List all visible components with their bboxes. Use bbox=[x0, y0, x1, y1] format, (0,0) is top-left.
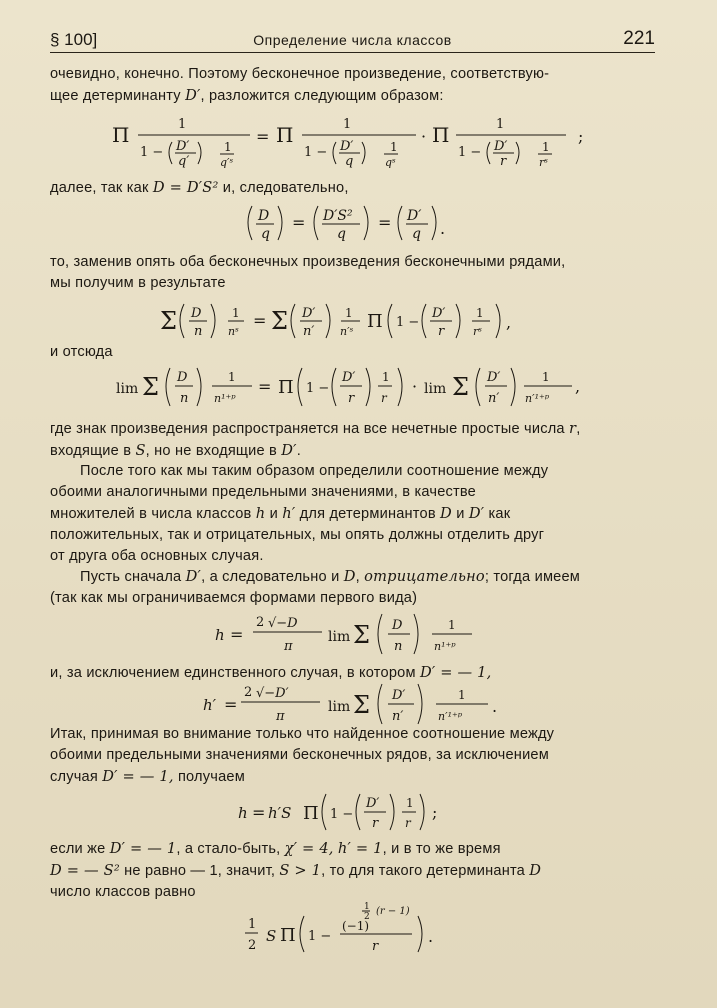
svg-text:D′: D′ bbox=[340, 139, 354, 154]
paragraph-9 bbox=[50, 724, 658, 788]
svg-text:n: n bbox=[394, 639, 403, 654]
svg-text:=: = bbox=[253, 311, 267, 330]
svg-text:1: 1 bbox=[496, 117, 505, 132]
svg-text:2: 2 bbox=[244, 685, 253, 700]
svg-text:D′: D′ bbox=[392, 688, 406, 703]
svg-text:.: . bbox=[440, 219, 446, 238]
equation-product-decomposition bbox=[0, 112, 717, 168]
svg-text:2: 2 bbox=[364, 912, 370, 922]
product-symbol: Π bbox=[280, 925, 296, 946]
text-line: если же D′ = — 1, а стало-быть, χ′ = 4, h′ = 1, и в то же время bbox=[50, 840, 501, 857]
svg-text:√−D′: √−D′ bbox=[256, 686, 289, 701]
text-line: число классов равно bbox=[50, 884, 196, 900]
svg-text:1: 1 bbox=[228, 370, 236, 384]
text-line: и, за исключением единственного случая, в котором D′ = — 1, bbox=[50, 664, 492, 681]
section-number: § 100] bbox=[50, 30, 98, 49]
svg-text:;: ; bbox=[432, 803, 438, 822]
svg-text:n′: n′ bbox=[392, 709, 404, 724]
svg-text:=: = bbox=[252, 803, 266, 822]
svg-text:r: r bbox=[372, 816, 379, 831]
svg-text:·: · bbox=[412, 377, 418, 396]
svg-text:r: r bbox=[381, 391, 387, 405]
paragraph-10 bbox=[50, 838, 658, 903]
svg-text:1: 1 bbox=[343, 117, 352, 132]
svg-text:·: · bbox=[421, 127, 427, 146]
svg-text:1: 1 bbox=[458, 688, 466, 702]
svg-text:√−D: √−D bbox=[268, 616, 298, 631]
equation-symbol-equality bbox=[0, 200, 717, 248]
svg-text:(−1): (−1) bbox=[342, 919, 370, 933]
product-symbol: Π bbox=[432, 123, 450, 147]
text-line: (так как мы ограничиваемся формами первого вида) bbox=[50, 590, 418, 606]
sum-symbol: Σ bbox=[353, 621, 370, 649]
svg-text:1 −: 1 − bbox=[306, 381, 330, 396]
svg-text:1: 1 bbox=[542, 140, 550, 154]
text-line: где знак произведения распространяется на все нечетные простые числа r, bbox=[50, 420, 581, 437]
text-line: очевидно, конечно. Поэтому бесконечное произведение, соответствую- bbox=[50, 66, 550, 82]
svg-text:(r − 1): (r − 1) bbox=[376, 906, 410, 917]
svg-text:rˢ: rˢ bbox=[539, 156, 548, 168]
svg-text:1: 1 bbox=[406, 796, 414, 810]
paragraph-2 bbox=[50, 177, 658, 199]
svg-text:h: h bbox=[215, 626, 225, 644]
svg-text:n′ˢ: n′ˢ bbox=[340, 325, 354, 338]
svg-text:qˢ: qˢ bbox=[385, 156, 396, 168]
svg-text:1: 1 bbox=[390, 140, 398, 154]
text-line: от друга оба основных случая. bbox=[50, 548, 264, 564]
svg-text:D: D bbox=[392, 618, 403, 633]
text-line: далее, так как D = D′S² и, следовательно, bbox=[50, 179, 349, 196]
text-line: мы получим в результате bbox=[50, 275, 226, 291]
text-line: то, заменив опять оба бесконечных произведения бесконечными рядами, bbox=[50, 254, 566, 270]
svg-text:D′: D′ bbox=[366, 796, 380, 811]
svg-text:r: r bbox=[438, 324, 445, 339]
svg-text:r: r bbox=[405, 816, 411, 830]
svg-text:rˢ: rˢ bbox=[473, 325, 482, 338]
svg-text:D: D bbox=[191, 306, 202, 321]
product-symbol: Π bbox=[112, 123, 130, 147]
svg-text:,: , bbox=[506, 313, 512, 332]
svg-text:n′¹⁺ᵖ: n′¹⁺ᵖ bbox=[438, 710, 463, 723]
paragraph-6 bbox=[50, 461, 658, 567]
product-symbol: Π bbox=[303, 803, 319, 824]
svg-text:r: r bbox=[348, 391, 355, 406]
svg-text:1: 1 bbox=[476, 306, 484, 320]
svg-text:1: 1 bbox=[232, 306, 240, 320]
svg-text:1: 1 bbox=[382, 370, 390, 384]
svg-text:=: = bbox=[258, 377, 272, 396]
text-line: и отсюда bbox=[50, 344, 113, 360]
svg-text:1 −: 1 − bbox=[458, 145, 482, 160]
equation-class-number bbox=[0, 902, 717, 958]
svg-text:.: . bbox=[492, 697, 498, 716]
svg-text:h′S: h′S bbox=[268, 804, 292, 822]
svg-text:D′: D′ bbox=[487, 370, 501, 385]
equation-h-product bbox=[0, 788, 717, 834]
text-line: входящие в S, но не входящие в D′. bbox=[50, 442, 301, 459]
text-line: После того как мы таким образом определили соотношение между bbox=[80, 463, 549, 479]
svg-text:π: π bbox=[284, 639, 293, 654]
svg-text:D′: D′ bbox=[407, 208, 422, 224]
svg-text:1: 1 bbox=[364, 902, 370, 912]
text-line: Пусть сначала D′, а следовательно и D, отрицательно; тогда имеем bbox=[80, 568, 581, 585]
svg-text:2: 2 bbox=[248, 938, 257, 953]
text-line: Итак, принимая во внимание только что найденное соотношение между bbox=[50, 726, 555, 742]
svg-text:D′: D′ bbox=[494, 139, 508, 154]
equation-h-prime bbox=[0, 680, 717, 728]
svg-text:1 −: 1 − bbox=[396, 315, 420, 330]
sum-symbol: Σ bbox=[271, 307, 288, 335]
svg-text:D: D bbox=[177, 370, 188, 385]
svg-text:=: = bbox=[230, 625, 244, 644]
svg-text:1 −: 1 − bbox=[140, 145, 164, 160]
svg-text:n′¹⁺ᵖ: n′¹⁺ᵖ bbox=[525, 392, 550, 405]
svg-text:π: π bbox=[276, 709, 285, 724]
svg-text:D′S²: D′S² bbox=[323, 208, 353, 224]
paragraph-1 bbox=[50, 64, 658, 107]
sum-symbol: Σ bbox=[142, 373, 159, 401]
text-line: щее детерминанту D′, разложится следующим образом: bbox=[50, 87, 444, 104]
svg-text:=: = bbox=[256, 127, 270, 146]
paragraph-3 bbox=[50, 252, 658, 294]
text-line: D = — S² не равно — 1, значит, S > 1, то для такого детерминанта D bbox=[50, 862, 542, 879]
svg-text:lim: lim bbox=[424, 381, 447, 397]
svg-text:q: q bbox=[337, 226, 346, 242]
paragraph-5 bbox=[50, 418, 658, 462]
running-title: Определение числа классов bbox=[253, 32, 452, 48]
text-line: случая D′ = — 1, получаем bbox=[50, 768, 245, 785]
svg-text:S: S bbox=[266, 927, 277, 945]
svg-text:1: 1 bbox=[542, 370, 550, 384]
svg-text:.: . bbox=[428, 927, 434, 946]
sum-symbol: Σ bbox=[160, 307, 177, 335]
equation-limit-relation bbox=[0, 360, 717, 410]
svg-text:D: D bbox=[258, 208, 270, 224]
svg-text:D′: D′ bbox=[176, 139, 190, 154]
svg-text:=: = bbox=[378, 213, 392, 232]
svg-text:1: 1 bbox=[248, 917, 257, 932]
running-header bbox=[50, 28, 655, 53]
svg-text:1 −: 1 − bbox=[330, 807, 354, 822]
product-symbol: Π bbox=[367, 311, 383, 332]
text-line: обоими предельными значениями бесконечных рядов, за исключением bbox=[50, 747, 549, 763]
svg-text:n′: n′ bbox=[488, 391, 500, 406]
page-number: 221 bbox=[623, 28, 655, 49]
product-symbol: Π bbox=[276, 123, 294, 147]
svg-text:lim: lim bbox=[328, 699, 351, 715]
svg-text:n: n bbox=[194, 324, 203, 339]
svg-text:lim: lim bbox=[116, 381, 139, 397]
svg-text:n¹⁺ᵖ: n¹⁺ᵖ bbox=[434, 640, 456, 653]
svg-text:1: 1 bbox=[178, 117, 187, 132]
sum-symbol: Σ bbox=[452, 373, 469, 401]
text-line: множителей в числа классов h и h′ для детерминантов D и D′ как bbox=[50, 505, 511, 522]
svg-text:q: q bbox=[345, 154, 354, 168]
svg-text:n: n bbox=[180, 391, 189, 406]
svg-text:r: r bbox=[372, 939, 379, 954]
svg-text:D′: D′ bbox=[432, 306, 446, 321]
svg-text:n¹⁺ᵖ: n¹⁺ᵖ bbox=[214, 392, 236, 405]
svg-text:=: = bbox=[292, 213, 306, 232]
svg-text:;: ; bbox=[578, 127, 584, 146]
svg-text:nˢ: nˢ bbox=[228, 325, 239, 338]
svg-text:1 −: 1 − bbox=[304, 145, 328, 160]
svg-text:,: , bbox=[575, 377, 581, 396]
equation-series-relation bbox=[0, 296, 717, 342]
svg-text:r: r bbox=[500, 154, 507, 168]
svg-text:1: 1 bbox=[224, 140, 232, 154]
sum-symbol: Σ bbox=[353, 691, 370, 719]
product-symbol: Π bbox=[278, 377, 294, 398]
paragraph-7 bbox=[50, 566, 658, 609]
svg-text:h′: h′ bbox=[203, 696, 217, 714]
svg-text:q′ˢ: q′ˢ bbox=[220, 156, 234, 168]
svg-text:D′: D′ bbox=[302, 306, 316, 321]
svg-text:q: q bbox=[412, 226, 421, 242]
svg-text:lim: lim bbox=[328, 629, 351, 645]
svg-text:D′: D′ bbox=[342, 370, 356, 385]
equation-h bbox=[0, 608, 717, 658]
svg-text:q: q bbox=[261, 226, 270, 242]
svg-text:2: 2 bbox=[256, 615, 265, 630]
text-line: положительных, так и отрицательных, мы опять должны отделить друг bbox=[50, 527, 545, 543]
svg-text:n′: n′ bbox=[303, 324, 315, 339]
text-line: обоими аналогичными предельными значениями, в качестве bbox=[50, 484, 476, 500]
svg-text:q′: q′ bbox=[178, 154, 190, 168]
svg-text:1: 1 bbox=[345, 306, 353, 320]
svg-text:1: 1 bbox=[448, 618, 456, 632]
svg-text:h: h bbox=[238, 804, 248, 822]
svg-text:1 −: 1 − bbox=[308, 929, 332, 944]
svg-text:=: = bbox=[224, 695, 238, 714]
